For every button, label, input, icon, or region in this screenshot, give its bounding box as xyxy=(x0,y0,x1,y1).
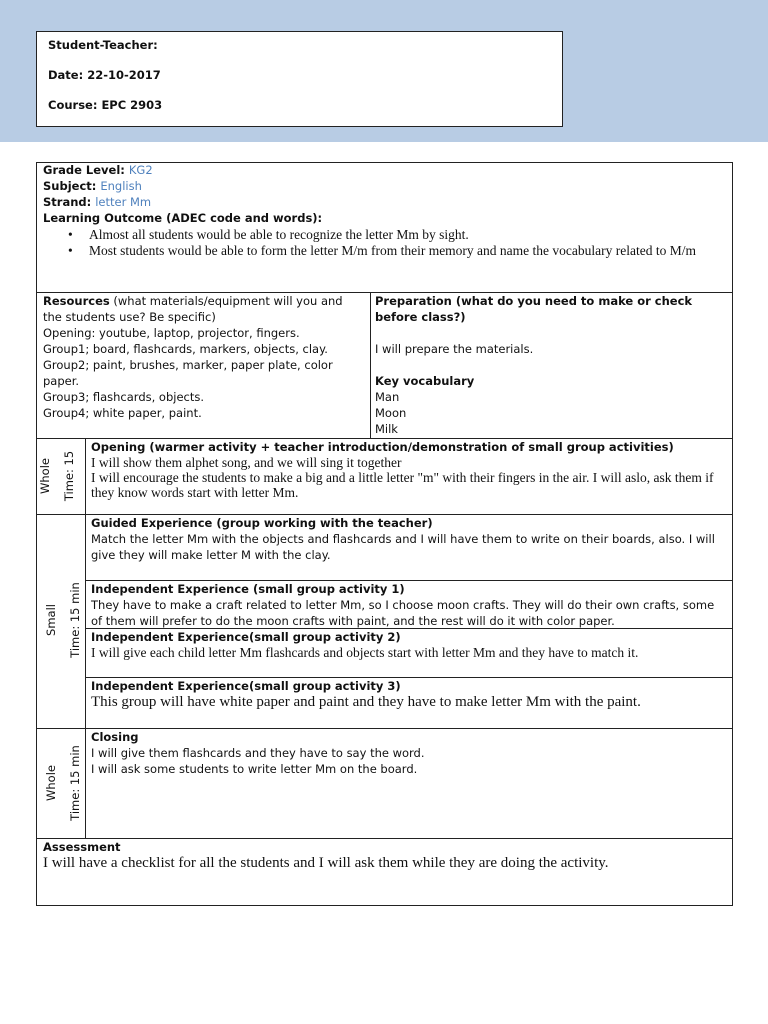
independent-2-title: Independent Experience xyxy=(91,630,249,644)
opening-side-time: Time: 15 xyxy=(62,450,76,502)
resources-line: Group2; paint, brushes, marker, paper plate, color paper. xyxy=(43,358,333,388)
independent-3-title: Independent Experience xyxy=(91,679,249,693)
header-info-box xyxy=(36,31,563,127)
grade-level: Grade Level: KG2 xyxy=(43,163,153,177)
opening-line: I will show them alphet song, and we will sing it together xyxy=(91,455,402,470)
closing-side-time: Time: 15 min xyxy=(68,745,82,821)
resources-line: Opening: youtube, laptop, projector, fingers. xyxy=(43,326,300,340)
independent-1-section: Independent Experience (small group activity 1) They have to make a craft related to letter Mm, so I choose moon crafts. They will do their own crafts, some of them will prefer to do the moon crafts with paint, and the rest will do it with color paper. xyxy=(91,581,727,629)
outcome-item: • Most students would be able to form the letter M/m from their memory and name the vocabulary related to M/m xyxy=(43,243,728,258)
independent-2-text: I will give each child letter Mm flashcards and objects start with letter Mm and they have to match it. xyxy=(91,645,639,660)
resources-section: Resources (what materials/equipment will you and the students use? Be specific) Opening: youtube, laptop, projector, fingers. Group1; board, flashcards, markers, objects, clay. Group2; paint, brushes, marker, paper plate, color paper. Group3; flashcards, objects. Group4; white paper, paint. xyxy=(43,293,365,421)
guided-experience-section: Guided Experience (group working with the teacher) Match the letter Mm with the objects and flashcards and I will have them to write on their boards, also. I will give they will make letter M with the clay. xyxy=(91,515,727,563)
grade-value: KG2 xyxy=(128,163,153,177)
guided-title: Guided Experience xyxy=(91,516,213,530)
opening-section: Opening (warmer activity + teacher introduction/demonstration of small group activities) I will show them alphet song, and we will sing it together I will encourage the students to make a big and a little letter "m" with their fingers in the air. I will aslo, ask them if they know words start with letter Mm. xyxy=(91,439,727,500)
preparation-title: Preparation xyxy=(375,294,452,308)
closing-section xyxy=(91,729,727,777)
vocab-item: Man xyxy=(375,390,400,404)
intro-section xyxy=(43,162,728,258)
closing-side-whole: Whole xyxy=(44,765,58,801)
closing-line: I will ask some students to write letter Mm on the board. xyxy=(91,762,418,776)
independent-3-section: Independent Experience(small group activity 3) This group will have white paper and paint and they have to make letter Mm with the paint. xyxy=(91,678,727,711)
date-label: Date: 22-10-2017 xyxy=(48,68,161,82)
resources-line: Group4; white paper, paint. xyxy=(43,406,202,420)
opening-side-whole: Whole xyxy=(38,458,52,494)
subject-value: English xyxy=(100,179,142,193)
outcome-item: • Almost all students would be able to recognize the letter Mm by sight. xyxy=(43,227,728,242)
student-teacher-label: Student-Teacher: xyxy=(48,38,158,52)
opening-line: I will encourage the students to make a big and a little letter "m" with their fingers in the air. I will aslo, ask them if they know words start with letter Mm. xyxy=(91,470,714,500)
small-side-time: Time: 15 min xyxy=(68,582,82,658)
preparation-text: I will prepare the materials. xyxy=(375,342,534,356)
subject: Subject: English xyxy=(43,179,142,193)
vocab-item: Moon xyxy=(375,406,407,420)
guided-text: Match the letter Mm with the objects and flashcards and I will have them to write on their boards, also. I will give they will make letter M with the clay. xyxy=(91,532,715,562)
strand-value: letter Mm xyxy=(95,195,152,209)
course-label: Course: EPC 2903 xyxy=(48,98,163,112)
independent-1-title: Independent Experience xyxy=(91,582,249,596)
closing-title: Closing xyxy=(91,730,139,744)
learning-outcomes-list xyxy=(43,227,728,258)
learning-outcome-title: Learning Outcome (ADEC code and words): xyxy=(43,211,323,225)
resources-line: Group3; flashcards, objects. xyxy=(43,390,205,404)
independent-3-text: This group will have white paper and paint and they have to make letter Mm with the paint. xyxy=(91,694,641,710)
resources-title: Resources xyxy=(43,294,110,308)
vocab-item: Milk xyxy=(375,422,398,436)
small-side-label: Small xyxy=(44,604,58,636)
assessment-section xyxy=(43,839,728,872)
preparation-section: Preparation (what do you need to make or check before class?) I will prepare the materials. Key vocabulary Man Moon Milk xyxy=(375,293,727,437)
closing-line: I will give them flashcards and they have to say the word. xyxy=(91,746,425,760)
independent-1-text: They have to make a craft related to letter Mm, so I choose moon crafts. They will do their own crafts, some of them will prefer to do the moon crafts with paint, and the rest will do it with color paper. xyxy=(91,598,715,628)
assessment-title: Assessment xyxy=(43,840,121,854)
resources-line: Group1; board, flashcards, markers, objects, clay. xyxy=(43,342,328,356)
strand: Strand: letter Mm xyxy=(43,195,152,209)
assessment-text: I will have a checklist for all the students and I will ask them while they are doing the activity. xyxy=(43,855,609,871)
key-vocabulary-title: Key vocabulary xyxy=(375,374,475,388)
independent-2-section: Independent Experience(small group activity 2) I will give each child letter Mm flashcards and objects start with letter Mm and they have to match it. xyxy=(91,629,727,660)
opening-title: Opening xyxy=(91,440,146,454)
